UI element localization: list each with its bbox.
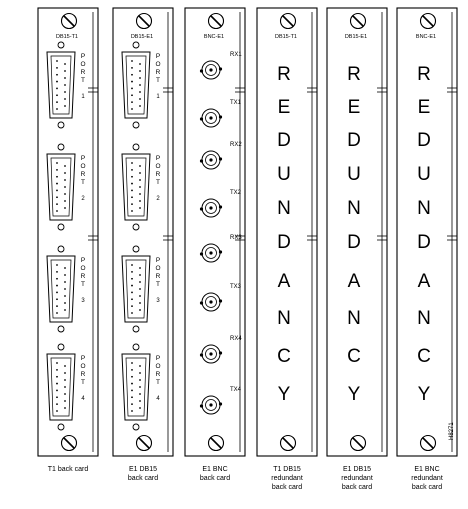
mounting-nut-icon [133,122,139,128]
card-caption-line: back card [199,475,231,482]
back-card-4 [257,8,317,456]
back-card-2 [113,8,173,456]
db15-pin [139,200,141,202]
bnc-pin [209,251,212,254]
bnc-lug [200,252,203,255]
db15-pin [131,210,133,212]
bnc-pin [209,300,212,303]
db15-pin [131,403,133,405]
db15-pin [139,207,141,209]
db15-pin [131,196,133,198]
db15-pin [139,267,141,269]
db15-pin [131,298,133,300]
redundancy-letter: U [277,164,291,185]
db15-pin [64,165,66,167]
db15-pin [64,70,66,72]
port-label-letter: P [80,155,86,162]
bnc-pin [209,68,212,71]
port-label-letter: R [80,69,86,76]
bnc-lug [200,69,203,72]
bnc-port-label: RX3 [230,235,242,241]
mounting-nut-icon [58,326,64,332]
bnc-port-label: RX1 [230,52,242,58]
db15-pin [139,84,141,86]
db15-pin [139,393,141,395]
port-label-letter: O [80,363,86,370]
figure-id: H8271 [449,422,455,440]
db15-pin [64,84,66,86]
db15-pin [131,369,133,371]
db15-pin [131,376,133,378]
db15-pin [56,298,58,300]
db15-pin [64,98,66,100]
db15-pin [131,190,133,192]
db15-pin [56,278,58,280]
db15-pin [131,169,133,171]
port-label-letter: T [156,179,160,186]
db15-pin [131,362,133,364]
db15-pin [139,386,141,388]
db15-pin [131,396,133,398]
bnc-lug [200,159,203,162]
port-label-letter: R [155,371,161,378]
db15-pin [64,281,66,283]
port-label-letter: R [80,371,86,378]
db15-pin [139,295,141,297]
bnc-pin [209,352,212,355]
db15-pin [139,63,141,65]
db15-pin [139,165,141,167]
redundancy-letter: D [417,130,431,151]
mounting-nut-icon [133,246,139,252]
port-label-letter: T [156,77,160,84]
mounting-nut-icon [133,224,139,230]
db15-pin [56,169,58,171]
db15-pin [131,101,133,103]
bnc-port-label: TX3 [230,284,242,290]
db15-pin [56,210,58,212]
port-label-letter: P [80,355,86,362]
db15-pin [56,390,58,392]
db15-pin [139,302,141,304]
db15-pin [64,200,66,202]
db15-pin [64,186,66,188]
db15-pin [56,162,58,164]
db15-pin [56,60,58,62]
port-label-letter: O [155,265,161,272]
port-label-letter: P [155,355,161,362]
db15-pin [131,410,133,412]
db15-pin [131,271,133,273]
card-caption-line: E1 DB15 [128,466,158,473]
db15-pin [139,105,141,107]
redundancy-letter: A [417,271,431,292]
card-top-label: BNC-E1 [415,34,437,40]
db15-pin [131,278,133,280]
db15-pin [56,285,58,287]
db15-pin [56,264,58,266]
db15-pin [56,196,58,198]
mounting-nut-icon [133,326,139,332]
card-caption-line: back card [271,484,303,491]
db15-pin [64,365,66,367]
card-caption-line: E1 BNC [414,466,440,473]
redundancy-letter: U [417,164,431,185]
db15-pin [139,365,141,367]
db15-pin [131,264,133,266]
card-top-label: DB15-E1 [344,34,368,40]
card-caption-line: redundant [271,475,303,482]
db15-pin [64,207,66,209]
db15-pin [56,81,58,83]
card-caption-line: back card [341,484,373,491]
db15-pin [131,312,133,314]
db15-pin [131,390,133,392]
port-label-letter: P [155,53,161,60]
db15-pin [56,74,58,76]
port-label-letter: O [155,163,161,170]
redundancy-letter: R [417,64,431,85]
bnc-lug [200,207,203,210]
port-label-letter: O [80,163,86,170]
db15-pin [139,77,141,79]
db15-pin [139,172,141,174]
bnc-pin [209,206,212,209]
redundancy-letter: A [277,271,291,292]
port-label-letter: P [80,257,86,264]
mounting-nut-icon [133,344,139,350]
db15-pin [64,77,66,79]
redundancy-letter: D [347,130,361,151]
bnc-lug [200,353,203,356]
db15-pin [139,379,141,381]
redundancy-letter: Y [347,384,361,405]
port-label-number: 3 [81,298,85,304]
db15-pin [131,285,133,287]
bnc-lug [200,301,203,304]
db15-pin [131,81,133,83]
card-caption [322,465,392,492]
db15-pin [131,162,133,164]
db15-pin [56,362,58,364]
db15-pin [64,386,66,388]
redundancy-letter: D [277,232,291,253]
db15-pin [131,176,133,178]
port-label-letter: O [155,363,161,370]
redundancy-letter: N [277,198,291,219]
db15-pin [139,309,141,311]
mounting-nut-icon [133,424,139,430]
card-top-label: BNC-E1 [203,34,225,40]
port-label-letter: O [155,61,161,68]
db15-pin [64,105,66,107]
db15-pin [56,396,58,398]
bnc-pin [209,403,212,406]
redundancy-letter: N [347,198,361,219]
redundancy-letter: A [347,271,361,292]
db15-pin [139,281,141,283]
db15-pin [139,407,141,409]
bnc-lug [219,205,222,208]
db15-pin [131,108,133,110]
db15-pin [64,400,66,402]
db15-pin [139,98,141,100]
port-label-number: 4 [156,396,160,402]
card-caption-line: E1 BNC [202,466,228,473]
db15-pin [131,383,133,385]
db15-pin [64,288,66,290]
bnc-lug [219,299,222,302]
card-caption-line: redundant [411,475,443,482]
card-top-label: DB15-T1 [274,34,298,40]
db15-pin [139,91,141,93]
redundancy-letter: E [417,97,431,118]
db15-pin [56,67,58,69]
port-label-letter: T [81,179,85,186]
db15-pin [64,179,66,181]
card-caption-line: back card [127,475,159,482]
card-caption-line: back card [411,484,443,491]
db15-pin [64,172,66,174]
bnc-lug [219,402,222,405]
redundancy-letter: Y [277,384,291,405]
card-caption-line: redundant [341,475,373,482]
db15-pin [139,193,141,195]
db15-pin [64,372,66,374]
card-top-label: DB15-E1 [130,34,154,40]
db15-pin [64,393,66,395]
port-label-letter: O [80,61,86,68]
db15-pin [64,295,66,297]
port-label-number: 2 [156,196,160,202]
port-label-letter: T [81,77,85,84]
bnc-lug [219,115,222,118]
db15-pin [56,190,58,192]
bnc-lug [219,67,222,70]
db15-pin [56,410,58,412]
db15-pin [64,407,66,409]
db15-pin [139,288,141,290]
mounting-nut-icon [58,424,64,430]
db15-pin [131,183,133,185]
db15-pin [131,203,133,205]
db15-pin [56,369,58,371]
redundancy-letter: C [277,346,291,367]
port-label-letter: R [155,171,161,178]
port-label-letter: O [80,265,86,272]
mounting-nut-icon [133,42,139,48]
bnc-lug [219,157,222,160]
bnc-pin [209,158,212,161]
db15-pin [64,379,66,381]
mounting-nut-icon [58,42,64,48]
card-caption [108,465,178,483]
bnc-port-label: RX4 [230,336,242,342]
db15-pin [131,67,133,69]
db15-pin [64,193,66,195]
card-caption-line: T1 back card [47,466,89,473]
port-label-letter: P [155,257,161,264]
back-card-3 [185,8,245,456]
mounting-nut-icon [58,224,64,230]
mounting-nut-icon [133,144,139,150]
db15-pin [131,94,133,96]
db15-pin [56,88,58,90]
port-label-letter: T [156,281,160,288]
card-caption-line: T1 DB15 [273,466,301,473]
redundancy-letter: E [277,97,291,118]
bnc-port-label: TX4 [230,387,242,393]
db15-pin [139,274,141,276]
db15-pin [56,108,58,110]
db15-pin [64,302,66,304]
db15-pin [139,400,141,402]
card-caption [392,465,462,492]
redundancy-letter: N [277,308,291,329]
db15-pin [131,292,133,294]
redundancy-letter: Y [417,384,431,405]
card-caption [252,465,322,492]
card-top-label: DB15-T1 [55,34,79,40]
redundancy-letter: N [417,308,431,329]
port-label-number: 2 [81,196,85,202]
bnc-lug [219,250,222,253]
db15-pin [139,372,141,374]
db15-pin [56,383,58,385]
redundancy-letter: R [347,64,361,85]
db15-pin [56,271,58,273]
port-label-letter: R [80,171,86,178]
db15-pin [56,94,58,96]
back-card-6 [397,8,457,456]
mounting-nut-icon [58,344,64,350]
db15-pin [139,70,141,72]
bnc-port-label: RX2 [230,142,242,148]
port-label-number: 1 [156,94,160,100]
redundancy-letter: D [417,232,431,253]
bnc-lug [219,351,222,354]
db15-pin [56,176,58,178]
bnc-lug [200,404,203,407]
db15-pin [56,183,58,185]
db15-pin [64,267,66,269]
redundancy-letter: C [417,346,431,367]
redundancy-letter: N [347,308,361,329]
mounting-nut-icon [58,122,64,128]
port-label-letter: T [81,281,85,288]
mounting-nut-icon [58,144,64,150]
back-card-5 [327,8,387,456]
bnc-lug [200,117,203,120]
port-label-letter: T [81,379,85,386]
redundancy-letter: U [347,164,361,185]
redundancy-letter: C [347,346,361,367]
port-label-number: 3 [156,298,160,304]
db15-pin [64,63,66,65]
port-label-letter: P [80,53,86,60]
redundancy-letter: D [347,232,361,253]
redundancy-letter: R [277,64,291,85]
db15-pin [56,305,58,307]
back-card-1 [38,8,98,456]
redundancy-letter: E [347,97,361,118]
port-label-letter: R [80,273,86,280]
db15-pin [131,74,133,76]
db15-pin [139,179,141,181]
db15-pin [64,309,66,311]
db15-pin [64,274,66,276]
bnc-pin [209,116,212,119]
mounting-nut-icon [58,246,64,252]
db15-pin [56,203,58,205]
db15-pin [131,88,133,90]
bnc-port-label: TX1 [230,100,242,106]
port-label-number: 4 [81,396,85,402]
db15-pin [56,376,58,378]
db15-pin [56,403,58,405]
db15-pin [56,101,58,103]
redundancy-letter: D [277,130,291,151]
port-label-letter: R [155,273,161,280]
db15-pin [56,312,58,314]
card-caption [180,465,250,483]
db15-pin [131,305,133,307]
db15-pin [56,292,58,294]
card-caption [33,465,103,474]
db15-pin [131,60,133,62]
redundancy-letter: N [417,198,431,219]
db15-pin [64,91,66,93]
port-label-letter: T [156,379,160,386]
card-caption-line: E1 DB15 [342,466,372,473]
port-label-letter: R [155,69,161,76]
port-label-number: 1 [81,94,85,100]
db15-pin [139,186,141,188]
bnc-port-label: TX2 [230,190,242,196]
port-label-letter: P [155,155,161,162]
